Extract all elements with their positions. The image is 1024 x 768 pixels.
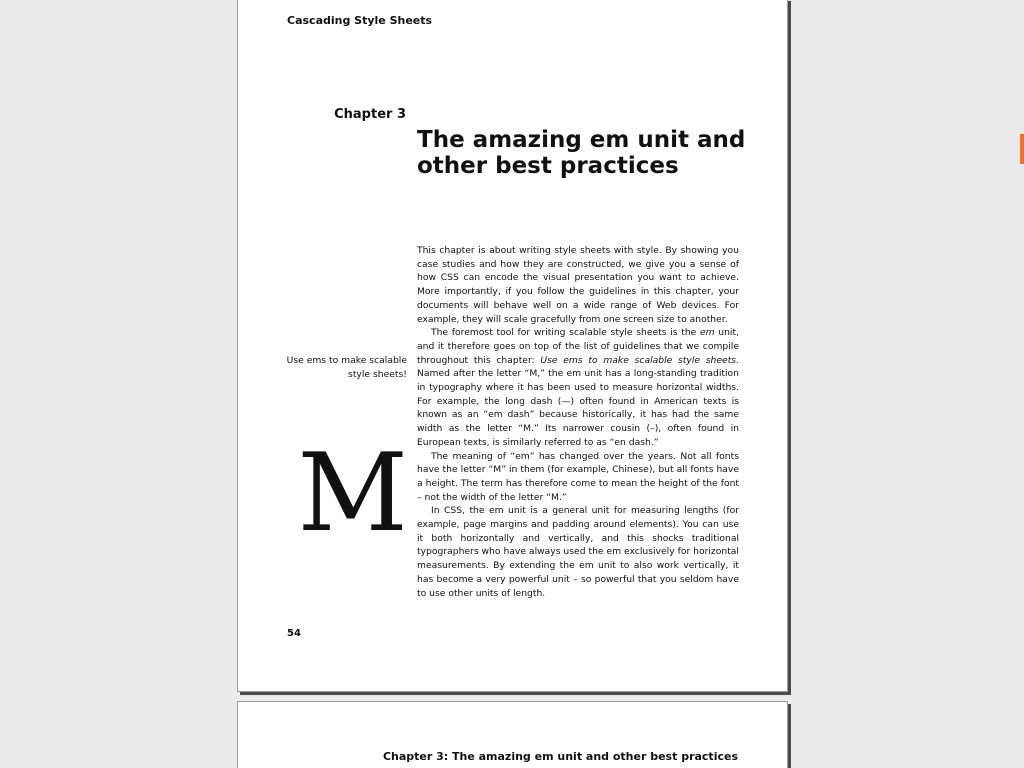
chapter-label: Chapter 3 [334,107,406,122]
running-head: Cascading Style Sheets [287,14,433,27]
scroll-position-marker[interactable] [1020,134,1024,164]
paragraph-3: The meaning of “em” has changed over the years. Not all fonts have the letter “M” in them (for example, Chinese), but all fonts have a height. The term has therefore come to mean the height of the font – not the width of the letter “M.” [417,450,739,503]
paragraph-2-part-1: The foremost tool for writing scalable style sheets is the [431,327,700,339]
paragraph-2-em-term: em [699,327,715,339]
margin-note: Use ems to make scalable style sheets! [286,355,407,380]
paragraph-4: In CSS, the em unit is a general unit for measuring lengths (for example, page margins and padding around elements). You can use it both horizontally and vertically, and this shocks traditional typographers who have always used the em exclusively for horizontal measurements. By extending the em unit to also work vertically, it has become a very powerful unit – so powerful that you seldom have to use other units of length. [417,505,739,599]
running-head: Chapter 3: The amazing em unit and other best practices [382,750,738,763]
chapter-title: The amazing em unit and other best practices [417,127,746,179]
paragraph-2-guideline: Use ems to make scalable style sheets. [540,354,739,366]
page-55 [237,701,788,768]
paragraph-2-part-2: unit, and it therefore goes on top of the list of guidelines that we compile throughout this chapter: [417,327,739,366]
paragraph-1: This chapter is about writing style sheets with style. By showing you case studies and how they are constructed, we give you a sense of how CSS can encode the visual presentation you want to achieve. More importantly, if you follow the guidelines in this chapter, your documents will behave well on a wide range of Web devices. For example, they will scale gracefully from one screen size to another. [417,245,739,325]
paragraph-2-part-3: Named after the letter “M,” the em unit has a long-standing tradition in typography where it has been used to measure horizontal widths. For example, the long dash (—) often found in American texts is known as an “em dash” because historically, it has had the same width as the letter “M.” Its narrower cousin (–), often found in European texts, is similarly referred to as “en dash.” [417,368,739,448]
body-text [417,244,739,600]
page-number: 54 [287,628,301,639]
page-54 [237,0,788,692]
decorative-letter-m: M [297,431,408,556]
paragraph-2 [417,326,739,449]
